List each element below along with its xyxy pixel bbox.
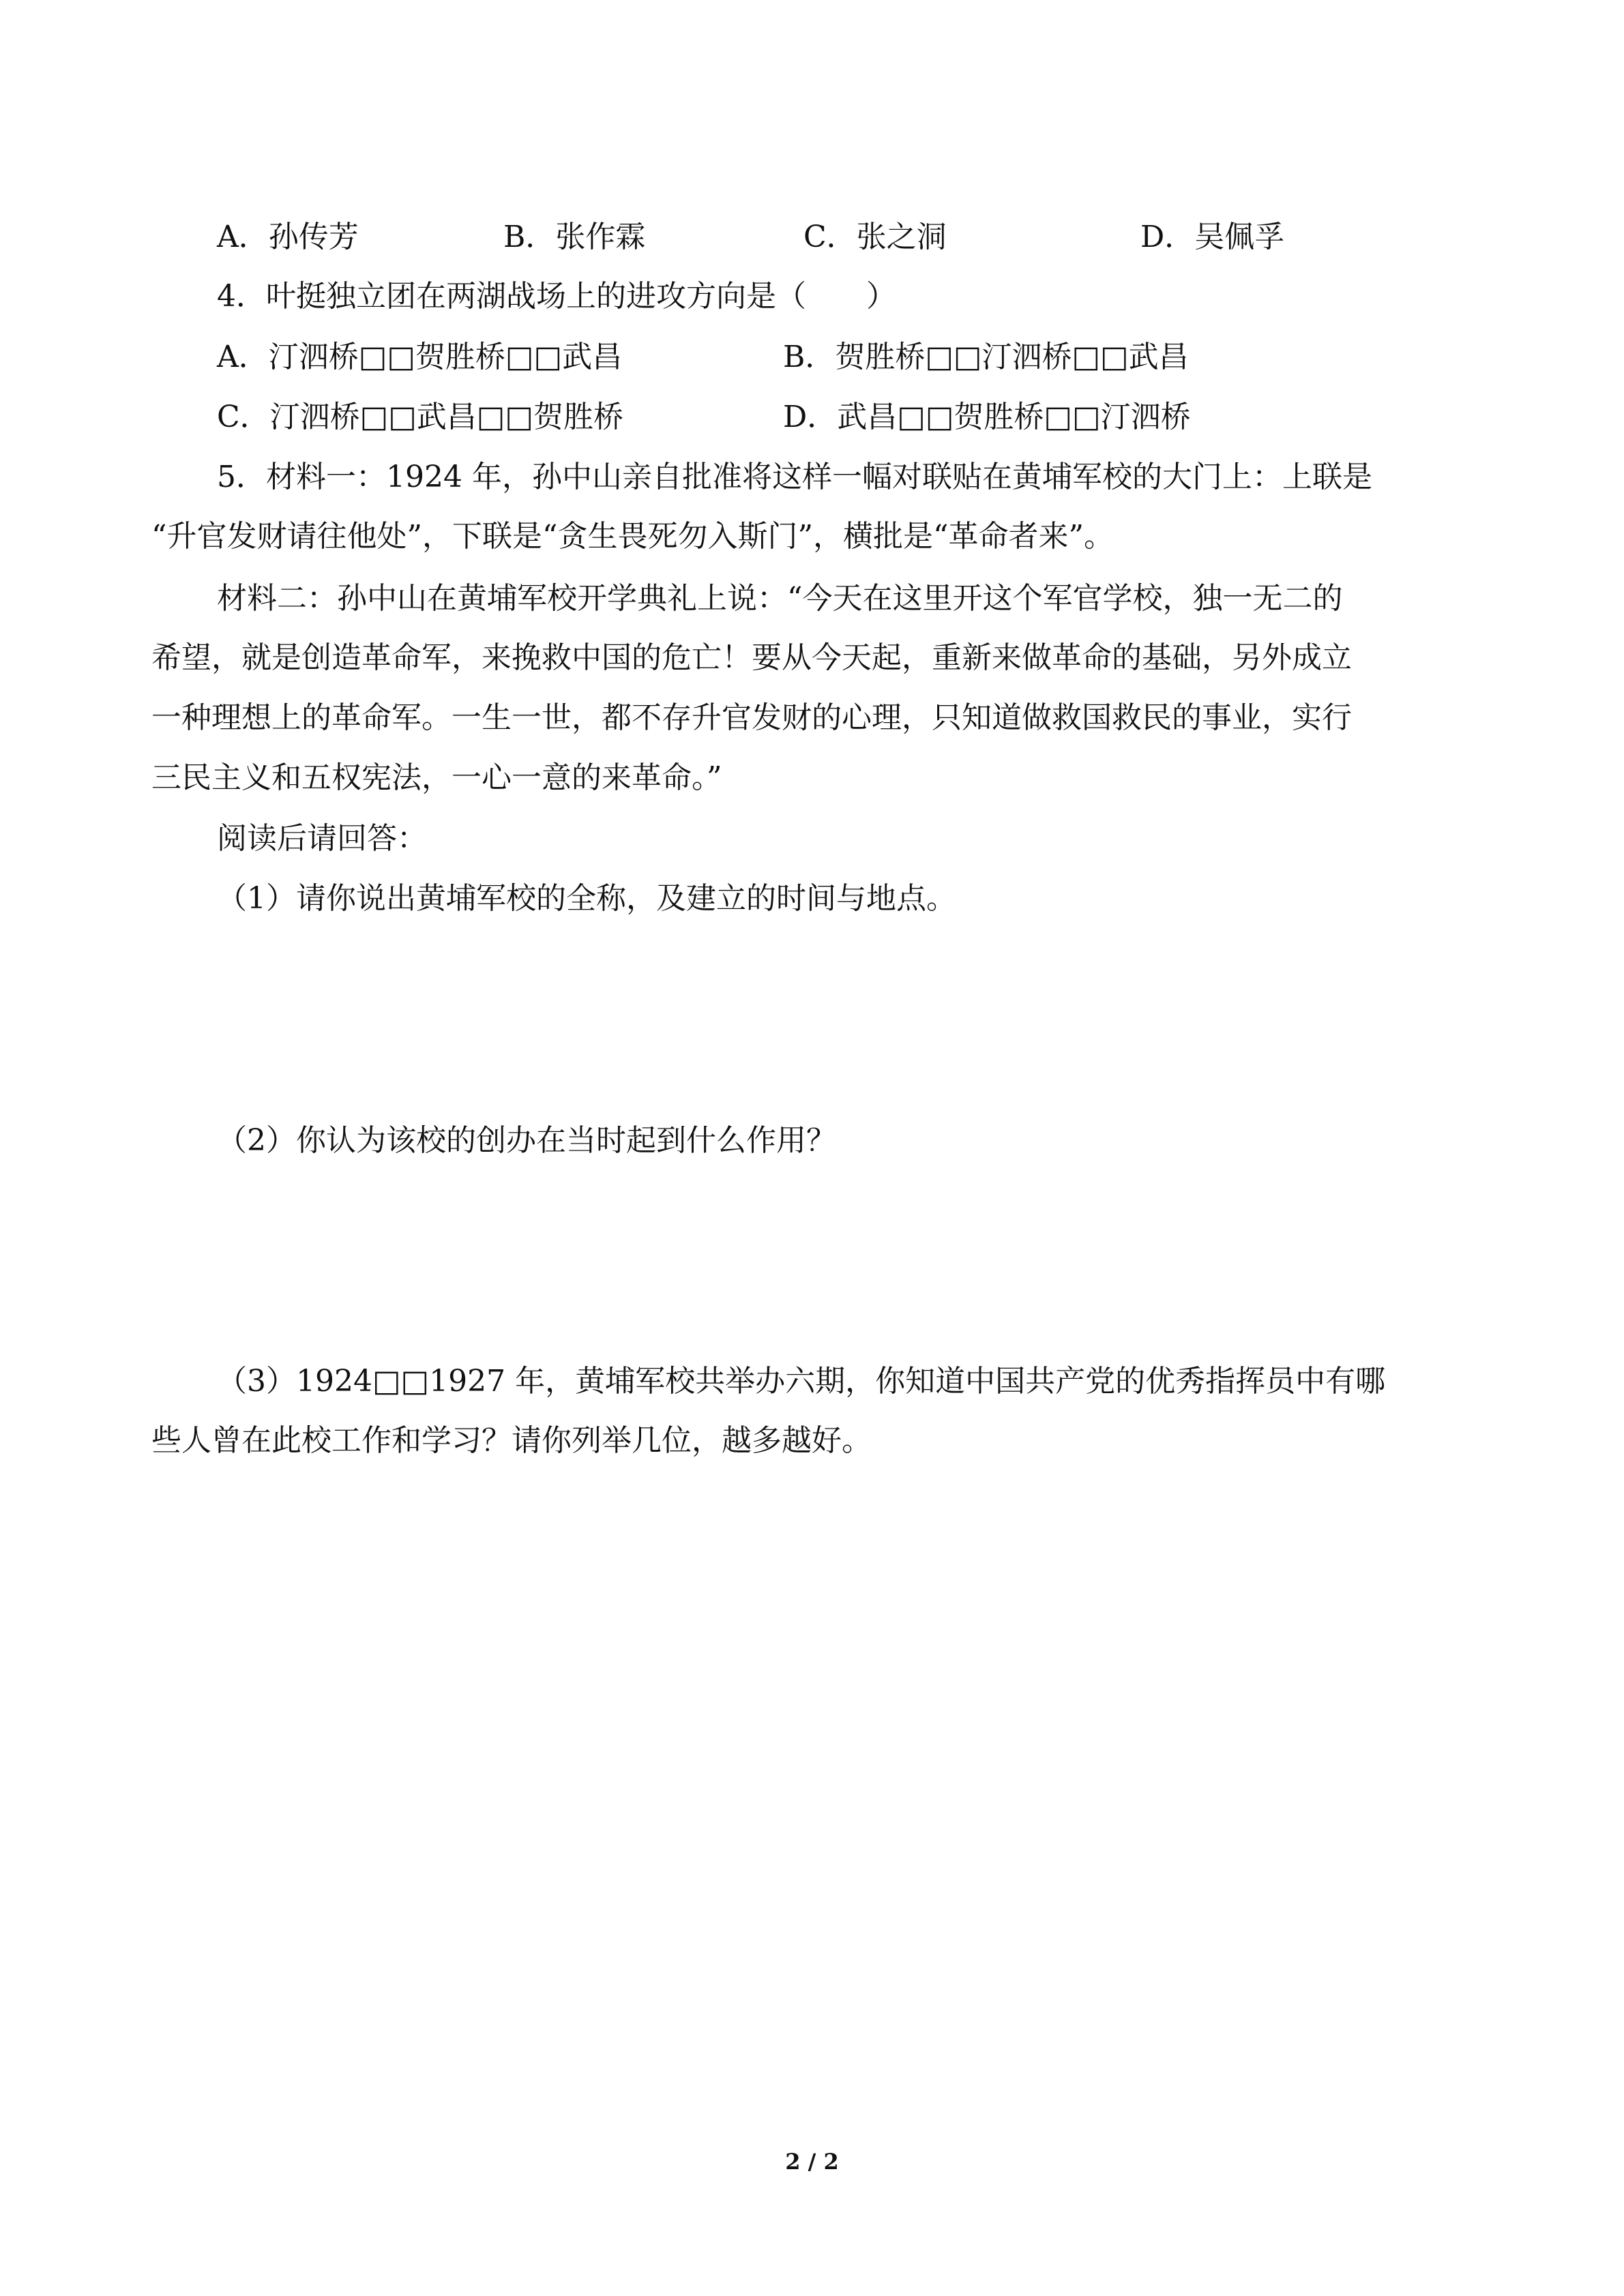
- q5-material2-line3: 一种理想上的革命军。一生一世，都不存升官发财的心理，只知道做救国救民的事业，实行: [151, 700, 1352, 735]
- q5-read-prompt: 阅读后请回答：: [217, 821, 427, 856]
- q5-sub1: （1）请你说出黄埔军校的全称，及建立的时间与地点。: [217, 881, 956, 916]
- q4-option-d: D．武昌□□贺胜桥□□汀泗桥: [783, 400, 1191, 434]
- q5-sub2: （2）你认为该校的创办在当时起到什么作用？: [217, 1123, 836, 1158]
- q4-stem: 4．叶挺独立团在两湖战场上的进攻方向是（ ）: [217, 279, 896, 314]
- q3-option-c: C．张之洞: [803, 220, 947, 254]
- q4-option-b: B．贺胜桥□□汀泗桥□□武昌: [783, 340, 1189, 374]
- q4-option-a: A．汀泗桥□□贺胜桥□□武昌: [217, 340, 623, 374]
- page-number: 2 / 2: [785, 2149, 839, 2175]
- q5-material2-line1: 材料二：孙中山在黄埔军校开学典礼上说：“今天在这里开这个军官学校，独一无二的: [217, 581, 1343, 616]
- q3-option-a: A．孙传芳: [217, 220, 359, 254]
- q3-option-b: B．张作霖: [503, 220, 646, 254]
- q5-material2-line4: 三民主义和五权宪法，一心一意的来革命。”: [151, 760, 722, 795]
- q5-sub3-line1: （3）1924□□1927 年，黄埔军校共举办六期，你知道中国共产党的优秀指挥员中有哪: [217, 1364, 1386, 1399]
- q4-option-c: C．汀泗桥□□武昌□□贺胜桥: [217, 400, 623, 434]
- q5-material1-line2: “升官发财请往他处”，下联是“贪生畏死勿入斯门”，横批是“革命者来”。: [151, 519, 1114, 554]
- q5-material2-line2: 希望，就是创造革命军，来挽救中国的危亡！要从今天起，重新来做革命的基础，另外成立: [151, 640, 1352, 675]
- q5-sub3-line2: 些人曾在此校工作和学习？请你列举几位，越多越好。: [151, 1423, 872, 1458]
- q3-option-d: D．吴佩孚: [1140, 220, 1285, 254]
- q5-material1-line1: 5．材料一：1924 年，孙中山亲自批准将这样一幅对联贴在黄埔军校的大门上：上联是: [217, 460, 1372, 494]
